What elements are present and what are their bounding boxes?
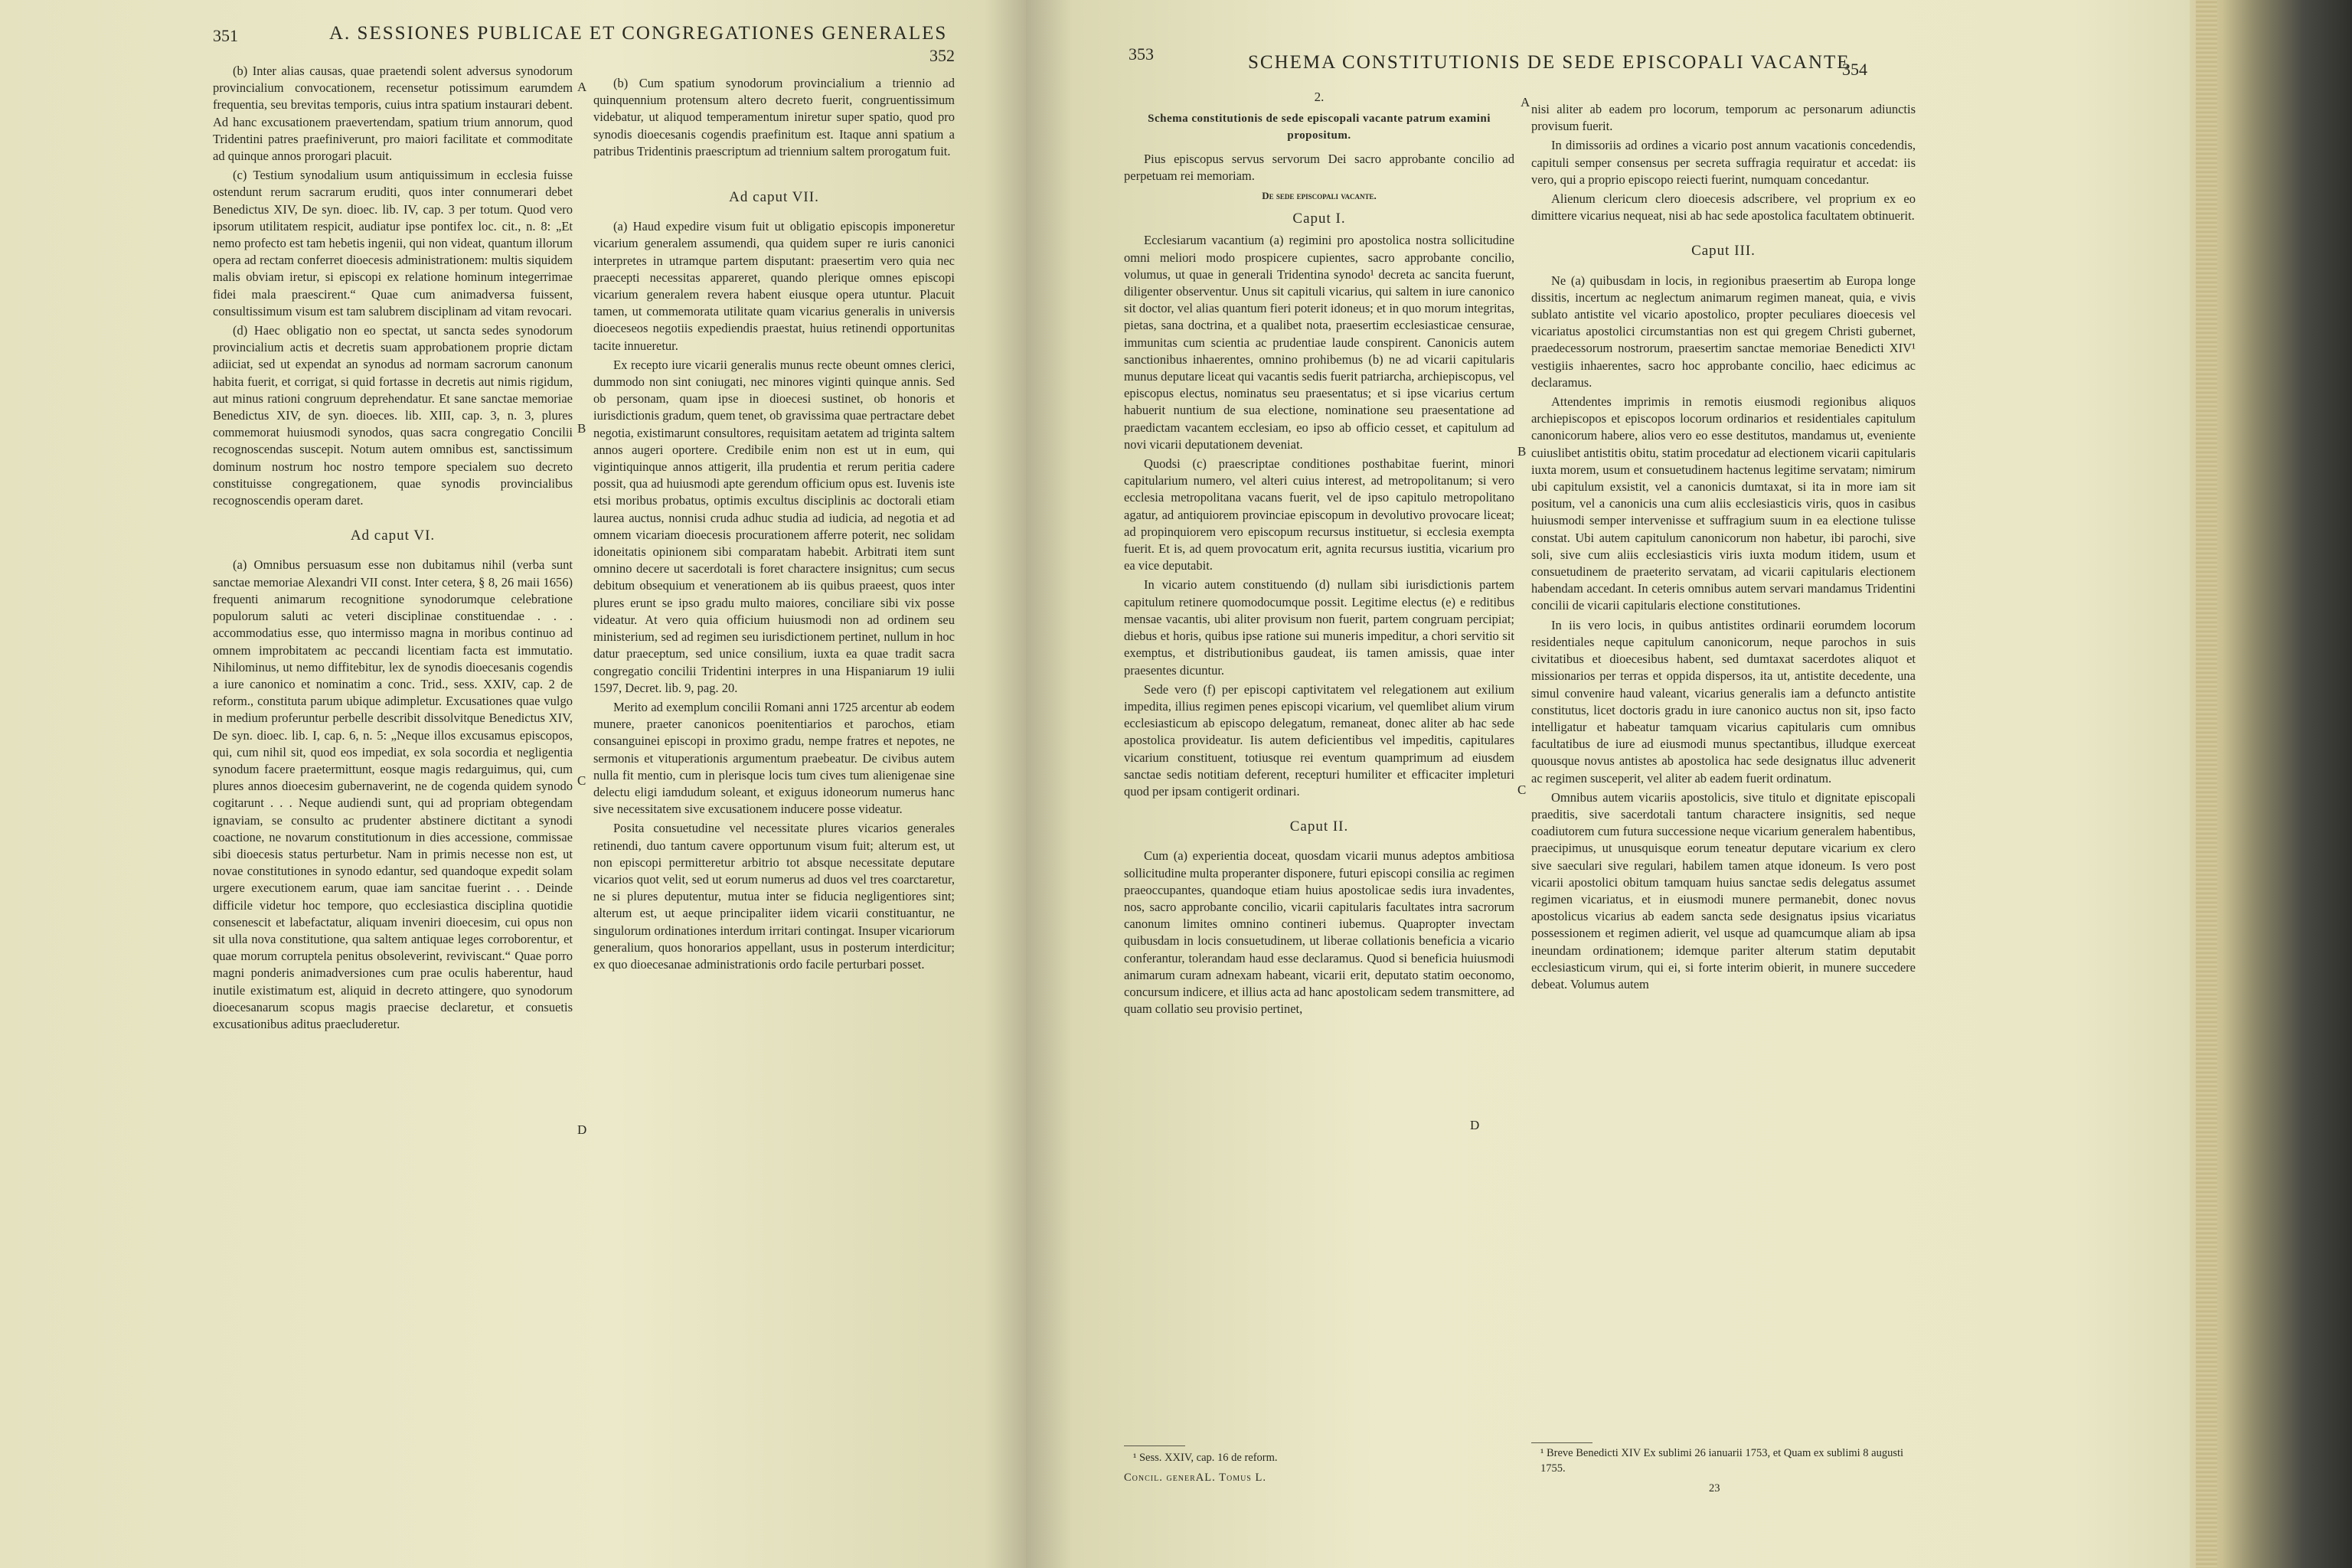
paragraph: Ne (a) quibusdam in locis, in regionibus praesertim ab Europa longe dissitis, incertum ac neglectum animarum regimen maneat, quia, e vivis sublato antistite vel vicario apostolico, propter peculiares dioecesis vel vicariatus apostolici circumstantias non est qui gregem Christi gubernet, praedecessorum nostrorum, praesertim sanctae memoriae Benedicti XIV¹ vestigiis inhaerentes, sacro hoc approbante concilio, haec edicimus ac declaramus. xyxy=(1531,273,1916,390)
paragraph: Ex recepto iure vicarii generalis munus recte obeunt omnes clerici, dummodo non sint coniugati, nec minores viginti quinque annis. Sed ob personam, quam ipse in dioecesi sustinet, ob honoris et iurisdictionis gradum, quem tenet, ob gravissima quae pertractare debet negotia, existimarunt consultores, requisitam aetatem ad triginta saltem annos augeri oportere. Credibile enim non est ut in eum, qui vigintiquinque annos attigerit, illa prudentia et rerum peritia cadere possit, qua ad huiusmodi apte gerendum officium opus est. Iuvenis iste etsi moribus probatus, optimis excultus disciplinis ac doctorali etiam laurea auctus, nonnisi cruda adhuc studia ad iudicia, ad negotia et ad omnem vicariam dioecesis procurationem afferre poterit, nec solidam idoneitatis opinionem sibi comparatam habebit. Arbitrati item sunt omnino decere ut sacerdotali is foret charactere insignitus; cum secus debitum obsequium et venerationem ab iis quibus praeest, quos inter plures erunt se ipso gradu multo maiores, conciliare sibi vix posse videatur. At vero quia officium huiusmodi non ad ordinem seu ministerium, sed ad regimen seu iurisdictionem pertinet, nullum in hoc datur praeceptum, sed unice consilium, iuxta ea quae tradit sacra congregatio concilii Tridentini interpres in una Hispaniarum 19 iulii 1597, Decret. lib. 9, pag. 20. xyxy=(593,357,955,695)
margin-letter: C xyxy=(577,773,586,788)
signature-mark: Concil. generAL. Tomus L. xyxy=(1124,1472,1266,1484)
footnote: ¹ Breve Benedicti XIV Ex sublimi 26 ianuarii 1753, et Quam ex sublimi 8 augusti 1755. xyxy=(1540,1447,1904,1475)
margin-letter: C xyxy=(1517,782,1527,797)
paragraph: In iis vero locis, in quibus antistites ordinarii eorumdem locorum residentiales neque capitulum canonicorum, neque parochos in suis civitatibus et dioecesibus habent, sed dumtaxat sacerdotes aliquot et missionarios per terras et oppida dispersos, ita ut, antistite decedente, una simul convenire haud valeant, vicarius generalis iam a defuncto antistite constitutus, licet doctoris gradu in iure canonico auctus non sit, ipso facto intelligatur et habeatur tamquam vicarius capitularis cum omnibus facultatibus de iure ad eiusmodi munus spectantibus, illudque exerceat quousque novus antistes ab apostolica hac sede designatus illuc advenerit ac regimen susceperit, vel aliter ab eadem fuerit ordinatum. xyxy=(1531,617,1916,786)
paragraph: Alienum clericum clero dioecesis adscribere, vel proprium ex eo dimittere vicarius nequeat, nisi ab hac sede apostolica facultatem obtinuerit. xyxy=(1531,191,1916,224)
margin-letter: D xyxy=(577,1122,587,1137)
footnote-rule xyxy=(1531,1442,1592,1443)
paragraph: (b) Cum spatium synodorum provincialium a triennio ad quinquennium protensum altero decreto fuerit, congruentissimum videbatur, ut aliquod temperamentum iniretur super spatio, quod pro synodis dioecesanis cogendis praefinitum est. Itaque anni spatium a patribus Tridentinis praescriptum ad triennium saltem prorogatum fuit. xyxy=(593,76,955,158)
running-header: A. SESSIONES PUBLICAE ET CONGREGATIONES GENERALES xyxy=(329,23,948,44)
paragraph: Quodsi (c) praescriptae conditiones posthabitae fuerint, minori capitularium numero, vel alteri cuius interest, ad metropolitanum; si vero ecclesia metropolitana vacans fuerit, vel de ipso capitulo metropolitano agatur, ad antiquiorem provinciae episcopum in devolutivo provocare liceat; ad propinquiorem vero episcopum recursus instituetur, si ecclesia exempta fuerit. Et is, ad quem provocatum erit, agnita recursus iustitia, vicarium pro ea vice deputabit. xyxy=(1124,456,1514,573)
paragraph: (a) Omnibus persuasum esse non dubitamus nihil (verba sunt sanctae memoriae Alexandri VII const. Inter cetera, § 8, 26 maii 1656) frequenti animarum recognitione synodorumque celebratione populorum saluti ac veteri disciplinae constituendae . . . accommodatius esse, quo intermisso magna in moribus continuo ad omnem improbitatem ac peccandi licentiam facta est immutatio. Nihilominus, ut nemo diffitebitur, lex de synodis dioecesanis cogendis a iure canonico et nominatim a conc. Trid., sess. XXIV, cap. 2 de reform., constituta parum ubique adimpletur. Excusationes quae vulgo in medium proferuntur perbelle describit dissolvitque Benedictus XIV, De syn. dioec. lib. I, cap. 6, n. 5: „Neque illos excusamus episcopos, qui, cum nihil sit, quod eos impediat, ex sola socordia et negligentia synodum facere praetermittunt, eosque magis redarguimus, qui, cum plures annos dioecesim gubernaverint, ne de cogenda quidem synodo cogitarunt . . . Neque audiendi sunt, qui ad propriam obtegendam ignaviam, se consulto ac prudenter abstinere dictitant a synodi coactione, ne novarum constitutionum in dies accessione, commissae sibi dioecesis status perturbetur. Nam in primis necesse non est, ut novae constitutiones in synodo edantur, sed quandoque expedit solam urgere executionem earum, quae iam sancitae fuerint . . . Deinde difficile videtur hoc tempore, quo ecclesiastica disciplina quotidie consenescit et labefactatur, aliquam inveniri dioecesim, cui opus non sit ulla nova constitutione, qua saltem antiquae leges corroborentur, et quae morum corruptela penitus obsoleverint, reviviscant.“ Quae porro magni ponderis animadversiones cum prae oculis haberentur, haud inutile existimatum est, aliquid in decreto attingere, quo synodorum dioecesanarum scopus magis praecise declaretur, et consuetis excusationibus aditus praecluderetur. xyxy=(213,557,573,1031)
margin-letter: A xyxy=(1521,95,1530,109)
page-number: 352 xyxy=(929,46,955,65)
left-column-2 xyxy=(593,75,955,975)
margin-letter: D xyxy=(1470,1118,1480,1132)
running-header: SCHEMA CONSTITUTIONIS DE SEDE EPISCOPALI VACANTE xyxy=(1248,52,1851,73)
paragraph: In dimissoriis ad ordines a vicario post annum vacationis concedendis, capituli semper consensus per secreta suffragia requiratur et accedat: iis vero, qui a proprio episcopo reiecti fuerint, numquam concedantur. xyxy=(1531,138,1916,187)
right-column-1 xyxy=(1124,89,1514,1020)
chapter-heading: Caput I. xyxy=(1292,211,1346,227)
paragraph: Merito ad exemplum concilii Romani anni 1725 arcentur ab eodem munere, praeter canonicos poenitentiarios et parochos, etiam consanguinei episcopi in proximo gradu, nempe fratres et nepotes, ne sermonis et vituperationis argumentum praebeatur. De civibus autem nulla fit mentio, cum in plerisque locis tum cives tum alienigenae sine delectu eligi iamdudum soleant, et exiguus idoneorum numerus hanc sive necessitatem sive excusationem inducere posse videatur. xyxy=(593,699,955,817)
intro-paragraph: Pius episcopus servus servorum Dei sacro approbante concilio ad perpetuam rei memoriam. xyxy=(1124,151,1514,183)
paragraph: (a) Haud expedire visum fuit ut obligatio episcopis imponeretur vicarium generalem assumendi, qua quidem super re iuris canonici interpretes in utramque partem disputant: praesertim vero quia nec praecepti necessitas appareret, quando plerique omnes episcopi vicarium generalem revera habent eiusque opera utuntur. Placuit tamen, ut commemorata utilitate quam vicarius generalis in universis dioeceseos negotiis expediendis praestat, huius retinendi opportunitas tacite innueretur. xyxy=(593,219,955,353)
schema-title: Schema constitutionis de sede episcopali vacante patrum examini propositum. xyxy=(1148,113,1491,142)
paragraph: (d) Haec obligatio non eo spectat, ut sancta sedes synodorum provincialium actis et decretis suam approbationem proprie dictam adiiciat, sed ut expendat an synodus ad normam sacrorum canonum habita fuerit, et corrigat, si quid fortasse in decretis aut nimis rigidum, aut minus rationi congruum deprehendatur. Et sane sanctae memoriae Benedictus XIV, de syn. dioeces. lib. XIII, cap. 3, n. 3, plures commemorat huiusmodi synodos, quas sacra congregatio Concilii recognoscendas suscepit. Notum autem omnibus est, sanctissimum dominum nostrum hoc nostro tempore specialem suo decreto constituisse congregationem, quae synodis provincialibus recognoscendis operam daret. xyxy=(213,323,573,508)
page-stack-band xyxy=(2196,0,2217,1568)
left-page xyxy=(0,0,1026,1568)
right-page xyxy=(1026,0,2190,1568)
sheet-number: 23 xyxy=(1709,1482,1720,1494)
book-page-edge xyxy=(2190,0,2352,1568)
paragraph: Posita consuetudine vel necessitate plures vicarios generales retinendi, duo tantum cavere opportunum visum fuit; alterum est, ut non episcopi permitteretur arbitrio tot absque necessitate deputare vicarios quot velit, sed ut eorum numerus ad duos vel tres coarctaretur, ne si plures deputentur, mutua inter se fiducia negligentiores sint; alterum est, ut aeque principaliter iidem vicarii constituantur, ne singulorum ordinationes interdum irritari contingat. Insuper vicariorum generalium, quos honorarios appellant, usus in posterum interdicitur; ex quo dioecesanae administrationis ordo facile perturbari posset. xyxy=(593,821,955,972)
paragraph: In vicario autem constituendo (d) nullam sibi iurisdictionis partem capitulum retinere quomodocumque possit. Legitime electus (e) e reditibus mensae vacantis, ubi aliter provisum non fuerit, partem congruam percipiat; diebus et horis, quibus ipse ratione sui muneris impeditur, a chori servitio sit exemptus, et distributionibus gaudeat, iis tamen amissis, quae inter praesentes dicuntur. xyxy=(1124,577,1514,678)
right-column-2 xyxy=(1531,101,1916,995)
subtitle: De sede episcopali vacante. xyxy=(1262,190,1377,202)
paragraph: Sede vero (f) per episcopi captivitatem vel relegationem aut exilium impedita, illius regimen penes episcopi vicarium, vel quemlibet alium virum ecclesiasticum ab episcopo delegatum, remaneat, donec aliter ab hac sede apostolica provideatur. Iis autem deficientibus vel impeditis, capitulares vicarium constituent, totiusque rei eventum quamprimum ad eiusdem sanctae sedis notitiam deferent, recepturi humiliter et efficaciter impleturi quod per ipsam contigerit ordinari. xyxy=(1124,681,1514,799)
paragraph: nisi aliter ab eadem pro locorum, temporum ac personarum adiunctis provisum fuerit. xyxy=(1531,102,1916,134)
chapter-heading: Caput III. xyxy=(1691,243,1756,260)
paragraph: Ecclesiarum vacantium (a) regimini pro apostolica nostra sollicitudine omni meliori modo prospicere cupientes, sacro approbante concilio, volumus, ut quae in generali Tridentina synodo¹ decreta ac sancita fuerunt, diligenter observentur. Unus sit capituli vicarius, qui saltem in iure canonico sit doctor, vel alias quantum fieri poterit idoneus; et in quo morum integritas, pietas, sana doctrina, et a qualibet nota, praesertim ecclesiasticae censurae, immunitas cum scientia ac prudentiae laude conspirent. Canonicis autem sanctionibus inhaerentes, omnino prohibemus (b) ne ad vicarii capitularis munus deputare liceat qui vacantis sedis fuerit patriarcha, archiepiscopus, vel episcopus electus, nominatus seu praesentatus; et si ipse vicarius certum habuerit nuntium de sua electione, nominatione seu praesentatione ad praedictam vacantem ecclesiam, eo ipso ab officio cesset, et capitulum ad novi vicarii deputationem deveniat. xyxy=(1124,233,1514,452)
page-number: 353 xyxy=(1129,44,1154,64)
paragraph: Attendentes imprimis in remotis eiusmodi regionibus aliquos archiepiscopos et episcopos locorum ordinarios et residentiales capitulum canonicorum habere, alios vero eo esse destitutos, mandamus ut, eveniente cuiuslibet antistitis obitu, statim procedatur ad electionem vicarii capitularis iuxta morem, usum et consuetudinem hactenus legitime servatam; nimirum ubi capitulum exsistit, vel a canonicis dumtaxat, si ita in more iam sit positum, vel a canonicis una cum aliis ecclesiasticis viris, quos in casibus huiusmodi semper intervenisse et suffragium suum in ea electione tulisse constat. Ubi autem capitulum canonicorum non habetur, ibi parochi, sive soli, sive cum aliis ecclesiasticis viris iuxta modum itidem, usum et consuetudinem de praeterito servatam, ad vicarii capitularis electionem habendam accedant. In ceteris omnibus autem servari mandamus Tridentini concilii de vicarii capitularis electione constitutiones. xyxy=(1531,394,1916,613)
paragraph: Cum (a) experientia doceat, quosdam vicarii munus adeptos ambitiosa sollicitudine multa properanter disponere, futuri episcopi consilia ac regimen praeoccupantes, quandoque etiam huius apostolicae sedis iura invadentes, nos, sacro approbante concilio, vicarii capitularis facultates intra sacrorum canonum limites omnino contineri iubemus. Quapropter invectam quibusdam in locis consuetudinem, ut liberae collationis beneficia a vicario conferantur, tolerandam haud esse declaramus. Quod si beneficia huiusmodi animarum curam adnexam habeant, vicarii erit, deputato statim oeconomo, concursum indicere, et illius acta ad hanc apostolicam sedem transmittere, ad quam collatio seu provisio pertinet, xyxy=(1124,848,1514,1017)
section-heading: Ad caput VI. xyxy=(350,528,436,544)
page-number: 351 xyxy=(213,26,238,45)
paragraph: (b) Inter alias causas, quae praetendi solent adversus synodorum provincialium convocationem, recensetur potissimum earumdem frequentia, seu brevitas temporis, cuius intra spatium instaurari debent. Ad hanc excusationem praevertendam, spatium trium annorum, quod Tridentini patres praefiniverunt, pro maiori facilitate et commoditate ad quinque annos prorogari placuit. xyxy=(213,64,573,164)
footnote: ¹ Sess. XXIV, cap. 16 de reform. xyxy=(1133,1452,1278,1464)
margin-letter: A xyxy=(577,80,587,94)
page-number: 354 xyxy=(1842,60,1867,79)
left-column-1 xyxy=(213,63,573,1035)
section-heading: Ad caput VII. xyxy=(729,189,819,206)
schema-number: 2. xyxy=(1314,90,1325,104)
margin-letter: B xyxy=(1517,444,1527,459)
paragraph: Omnibus autem vicariis apostolicis, sive titulo et dignitate episcopali praeditis, sive sacerdotali tantum charactere insignitis, sed neque coadiutorem cum futura successione neque vicarium generalem habentibus, praecipimus, ut unusquisque eorum teneatur deputare vicarium ex clero sive saeculari sive regulari, habilem tamen atque idoneum. Is vero post vicarii apostolici obitum tamquam huius sanctae sedis delegatus assumet regimen vicariatus, et in eiusmodi munere permanebit, donec novus apostolicus vicarius ab eadem sancta sede designatus ipsius vicariatus possessionem et regimen adierit, vel usque ad quamcumque aliam ab ipsa ineundam ordinationem; idemque pariter alterum statim deputabit ecclesiasticum virum, qui ei, si forte interim obierit, in munere succedere debeat. Volumus autem xyxy=(1531,789,1916,991)
paragraph: (c) Testium synodalium usum antiquissimum in ecclesia fuisse ostendunt rerum sacrarum eruditi, quos inter connumerari debet Benedictus XIV, De syn. dioec. lib. IV, cap. 3 per totum. Quod vero ipsorum utilitatem respicit, audiatur ipse pontifex loc. cit., n. 8: „Et nemo profecto est tam hebetis ingenii, qui non videat, quantum illorum opera ad rectam conferret dioecesis administrationem: multis siquidem malis obviam iretur, si episcopi ex relatione hominum integerrimae fidei mala praescirent.“ Quae cum animadversa fuissent, consultissimum visum est tam salubrem disciplinam ad vitam revocari. xyxy=(213,168,573,318)
chapter-heading: Caput II. xyxy=(1289,818,1349,835)
margin-letter: B xyxy=(577,421,586,436)
